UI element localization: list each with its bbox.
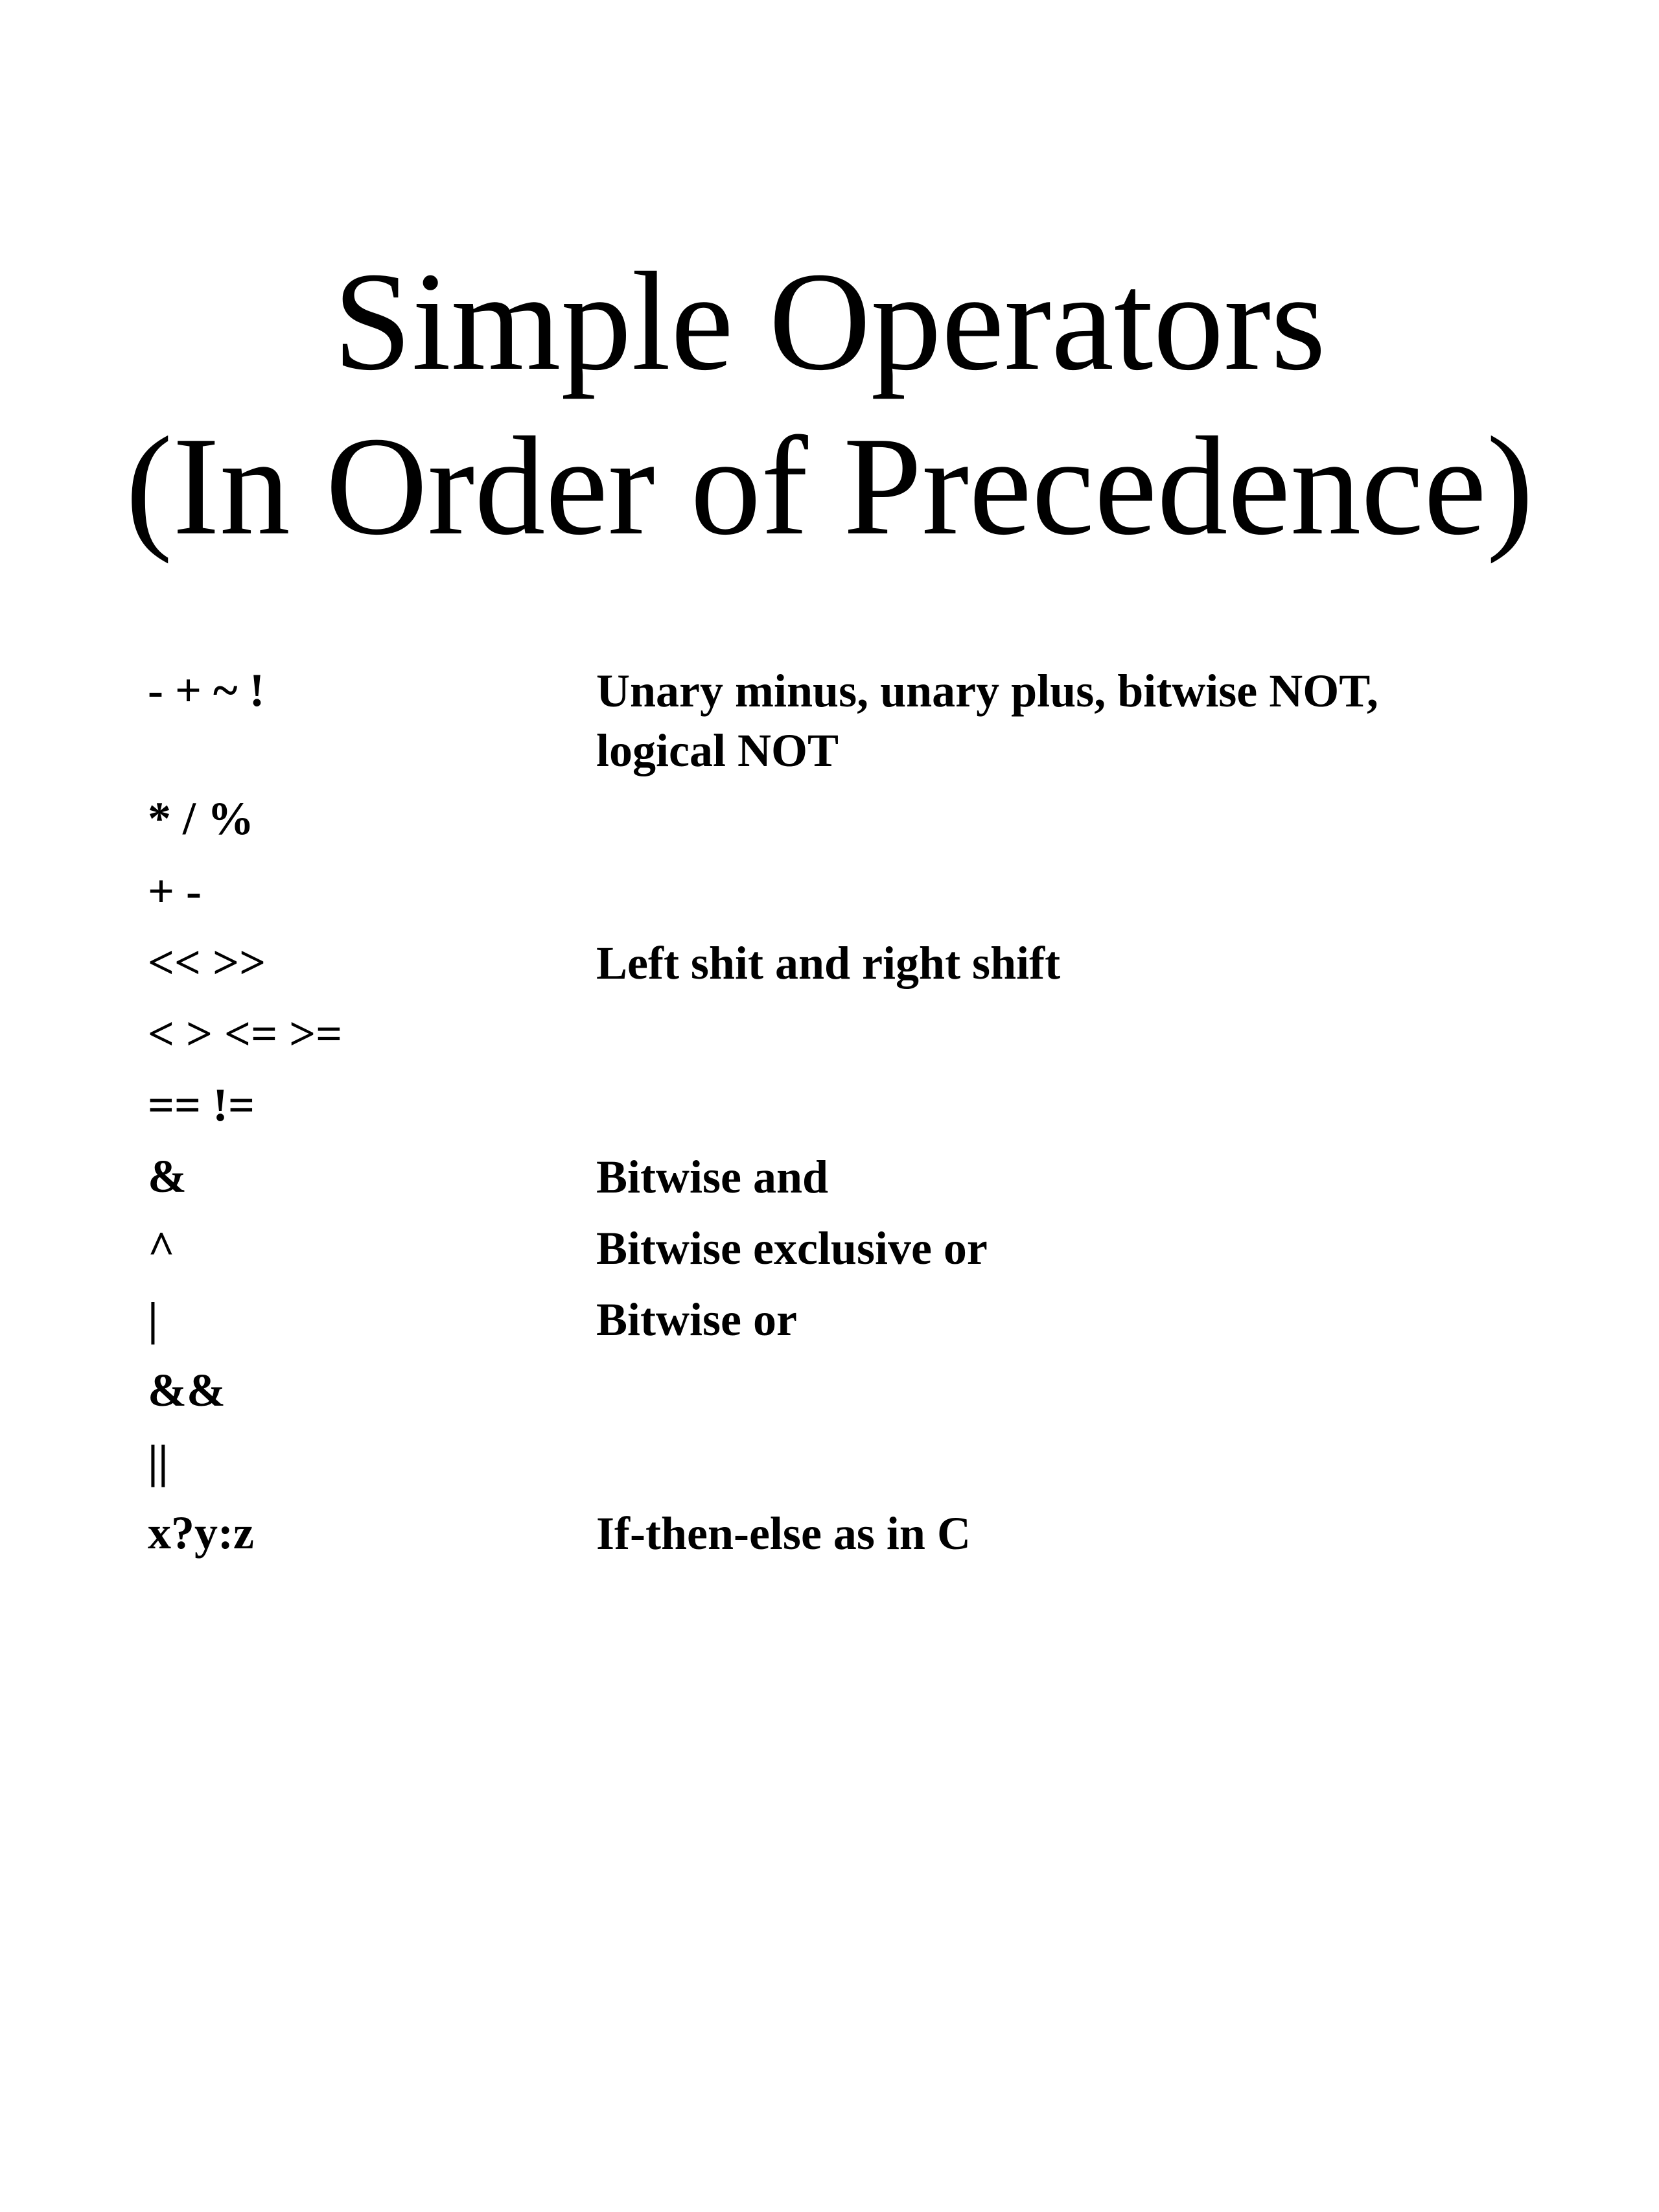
operator-symbols: << >> bbox=[148, 937, 266, 988]
description-line: If-then-else as in C bbox=[596, 1508, 971, 1559]
description-line: Bitwise or bbox=[596, 1294, 797, 1345]
operator-symbols: && bbox=[148, 1364, 226, 1416]
operator-description bbox=[596, 1147, 1555, 1207]
description-line: logical NOT bbox=[596, 725, 839, 776]
operator-symbols: - + ~ ! bbox=[148, 664, 265, 716]
description-line: Bitwise exclusive or bbox=[596, 1222, 988, 1274]
operator-symbols: | bbox=[148, 1293, 158, 1345]
operator-symbols: x?y:z bbox=[148, 1507, 254, 1559]
description-line: Left shit and right shift bbox=[596, 937, 1061, 989]
operator-symbols: * / % bbox=[148, 793, 255, 844]
operator-description bbox=[596, 1504, 1555, 1563]
operator-symbols: || bbox=[148, 1436, 168, 1487]
operator-description bbox=[596, 933, 1555, 993]
title-line-1: Simple Operators bbox=[333, 244, 1326, 400]
title-line-2: (In Order of Precedence) bbox=[125, 408, 1534, 565]
operator-description bbox=[596, 661, 1555, 780]
description-line: Bitwise and bbox=[596, 1151, 829, 1203]
operator-symbols: + - bbox=[148, 865, 202, 917]
operator-symbols: ^ bbox=[148, 1222, 175, 1274]
operator-description bbox=[596, 1218, 1555, 1278]
description-line: Unary minus, unary plus, bitwise NOT, bbox=[596, 665, 1378, 717]
operator-symbols: & bbox=[148, 1150, 187, 1202]
operator-description bbox=[596, 1290, 1555, 1349]
operator-symbols: < > <= >= bbox=[148, 1008, 343, 1060]
operator-symbols: == != bbox=[148, 1079, 255, 1131]
